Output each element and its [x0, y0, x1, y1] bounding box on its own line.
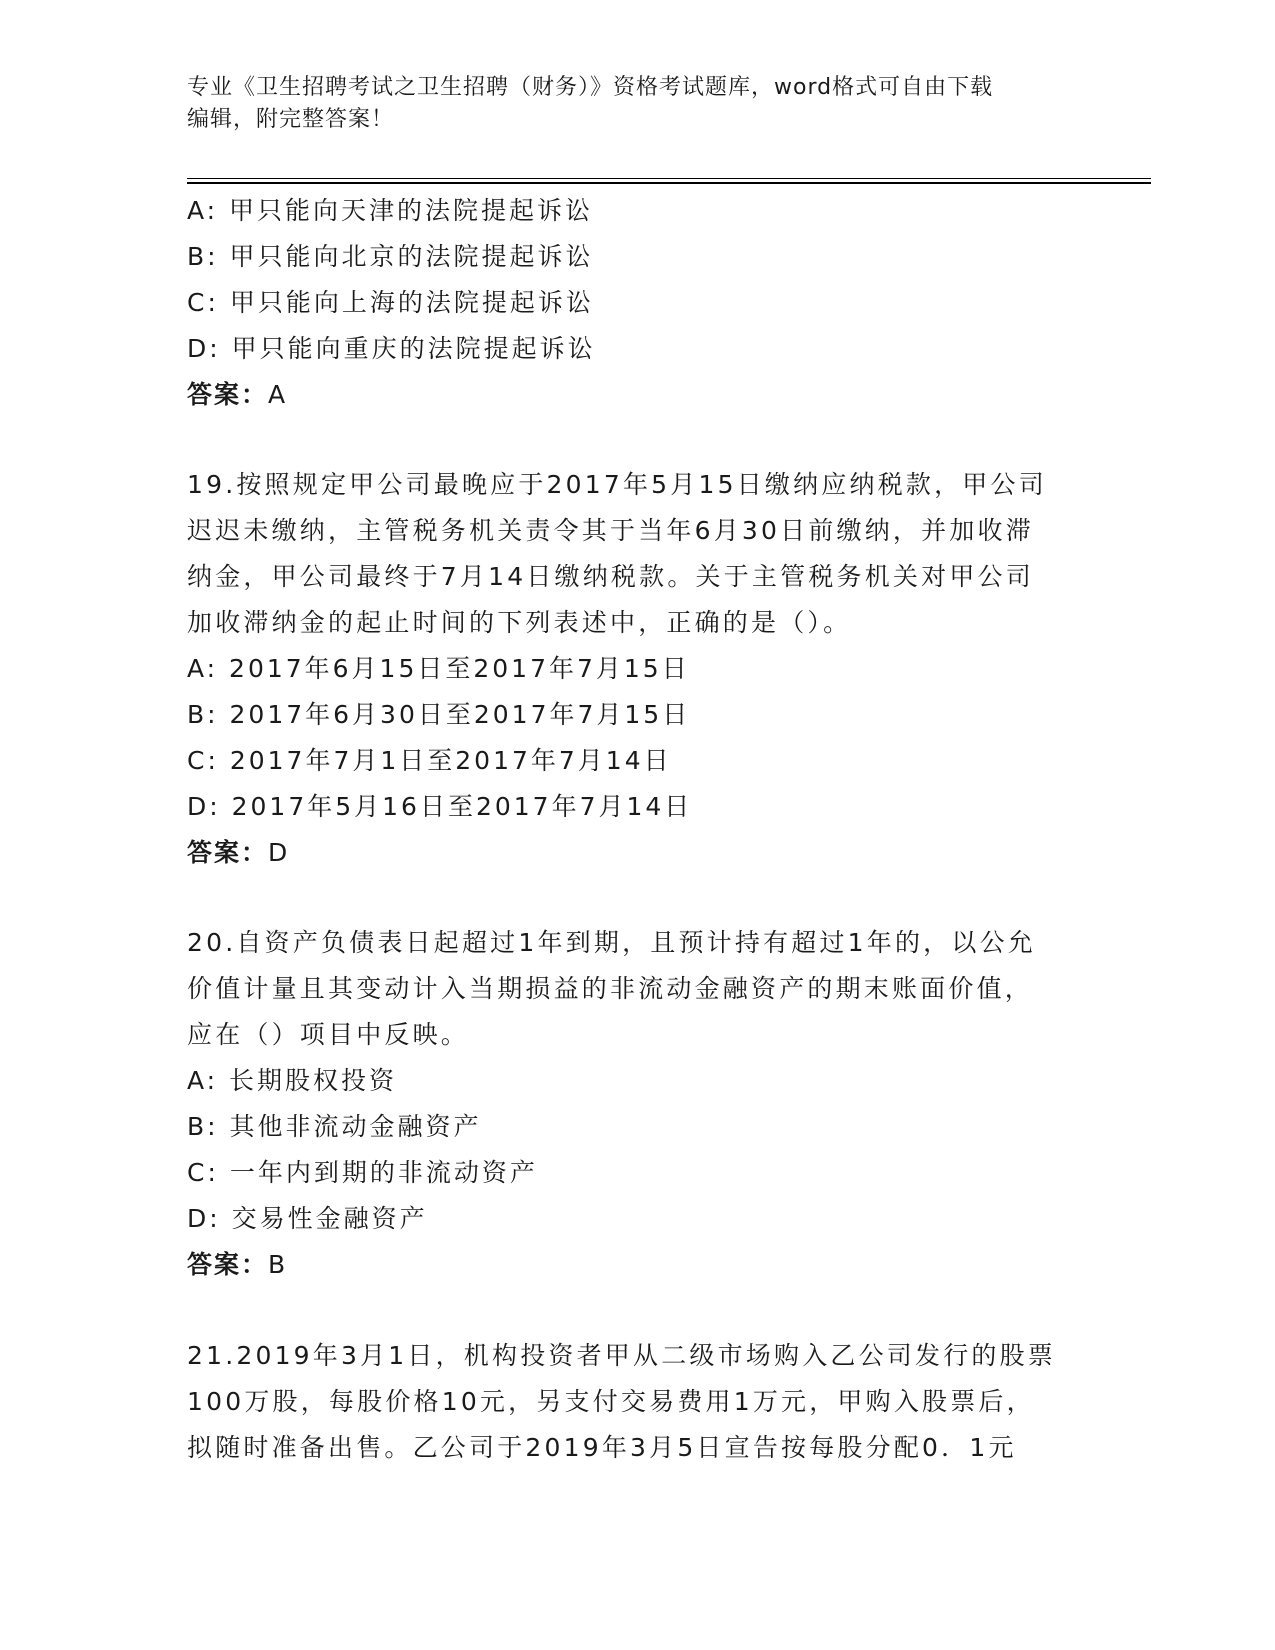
option-b: B: 其他非流动金融资产: [187, 1112, 482, 1141]
answer-label: 答案：: [187, 1250, 269, 1279]
option-b: B: 甲只能向北京的法院提起诉讼: [187, 242, 594, 271]
answer-label: 答案：: [187, 838, 269, 867]
spacer: [187, 1288, 1087, 1333]
question-line: 拟随时准备出售。乙公司于2019年3月5日宣告按每股分配0．1元: [187, 1433, 1017, 1462]
option-a: A: 2017年6月15日至2017年7月15日: [187, 654, 690, 683]
header-line-1: 专业《卫生招聘考试之卫生招聘（财务）》资格考试题库，word格式可自由下载: [187, 75, 994, 100]
answer-line: [187, 1242, 1087, 1288]
question-line: 纳金，甲公司最终于7月14日缴纳税款。关于主管税务机关对甲公司: [187, 562, 1034, 591]
question-19: [187, 462, 1087, 876]
answer-label: 答案：: [187, 380, 269, 409]
question-text: [187, 1333, 1087, 1471]
option-b: B: 2017年6月30日至2017年7月15日: [187, 700, 691, 729]
question-text: [187, 462, 1087, 646]
question-line: 19.按照规定甲公司最晚应于2017年5月15日缴纳应纳税款，甲公司: [187, 470, 1047, 499]
answer-value: B: [268, 1250, 288, 1279]
option-a: A: 长期股权投资: [187, 1066, 398, 1095]
question-line: 20.自资产负债表日起超过1年到期，且预计持有超过1年的，以公允: [187, 928, 1036, 957]
question-text: [187, 920, 1087, 1058]
question-21: [187, 1333, 1087, 1471]
option-c: C: 2017年7月1日至2017年7月14日: [187, 746, 672, 775]
question-line: 加收滞纳金的起止时间的下列表述中，正确的是（）。: [187, 608, 852, 637]
question-line: 价值计量且其变动计入当期损益的非流动金融资产的期末账面价值，: [187, 974, 1034, 1003]
option-c: C: 甲只能向上海的法院提起诉讼: [187, 288, 594, 317]
option-d: D: 2017年5月16日至2017年7月14日: [187, 792, 693, 821]
question-20: [187, 920, 1087, 1288]
answer-value: D: [268, 838, 290, 867]
answer-value: A: [268, 380, 288, 409]
answer-line: [187, 372, 1087, 418]
header-rule-thin: [187, 178, 1151, 179]
spacer: [187, 876, 1087, 920]
answer-line: [187, 830, 1087, 876]
question-line: 迟迟未缴纳，主管税务机关责令其于当年6月30日前缴纳，并加收滞: [187, 516, 1034, 545]
option-a: A: 甲只能向天津的法院提起诉讼: [187, 196, 594, 225]
question-list: [187, 188, 1087, 1471]
option-c: C: 一年内到期的非流动资产: [187, 1158, 538, 1187]
question-line: 应在（）项目中反映。: [187, 1020, 470, 1049]
option-d: D: 交易性金融资产: [187, 1204, 428, 1233]
question-line: 21.2019年3月1日，机构投资者甲从二级市场购入乙公司发行的股票: [187, 1341, 1056, 1370]
header-rule-thick: [187, 182, 1151, 184]
header-line-2: 编辑，附完整答案！: [187, 107, 395, 132]
spacer: [187, 418, 1087, 462]
question-18: [187, 188, 1087, 418]
question-line: 100万股，每股价格10元，另支付交易费用1万元，甲购入股票后，: [187, 1387, 1035, 1416]
page-header: [187, 72, 1087, 136]
option-d: D: 甲只能向重庆的法院提起诉讼: [187, 334, 596, 363]
